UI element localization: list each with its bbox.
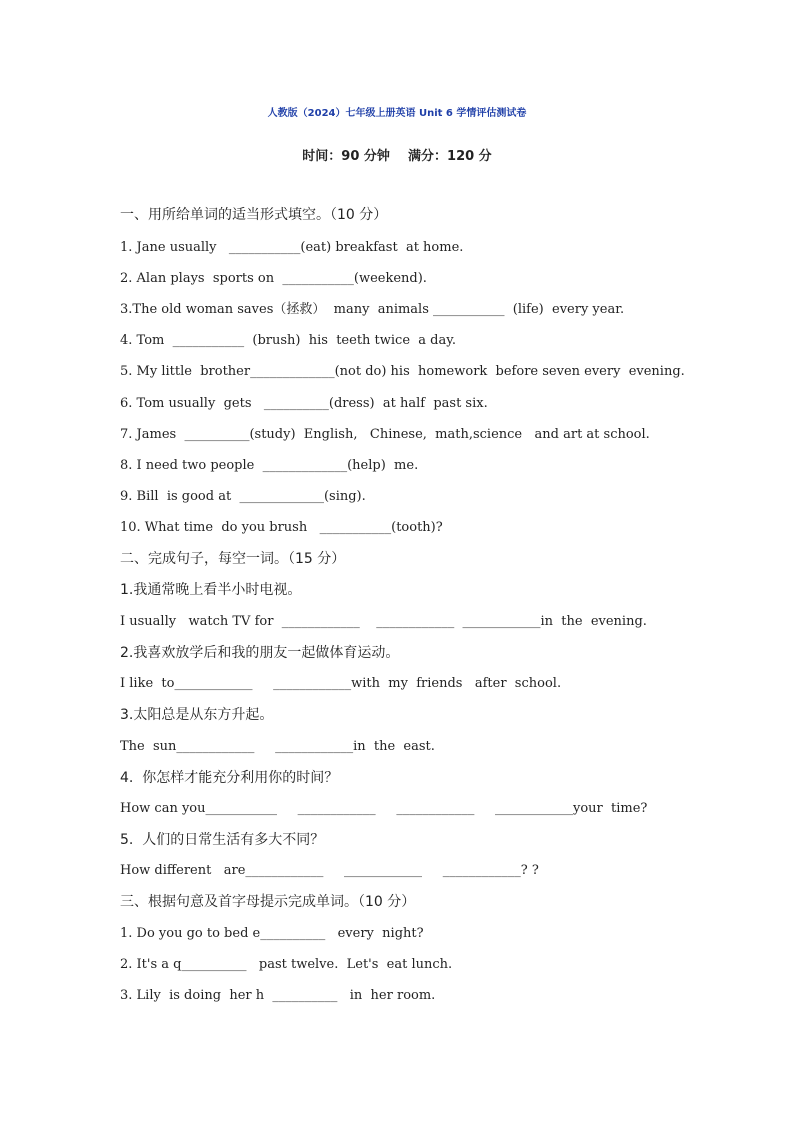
exam-time-score: 时间：90 分钟 满分：120 分 [302, 149, 492, 164]
section2-item-3-english: The sun____________ ____________in the east. [120, 739, 435, 754]
section1-item-10: 10. What time do you brush ___________(tooth)? [120, 520, 443, 535]
section3-heading: 三、根据句意及首字母提示完成单词。（10 分） [120, 894, 416, 910]
section2-item-2-english: I like to____________ ____________with my friends after school. [120, 676, 562, 691]
exam-title: 人教版（2024）七年级上册英语 Unit 6 学情评估测试卷 [267, 108, 527, 119]
section2-item-5-english: How different are____________ ____________ ____________? ? [120, 863, 539, 878]
section1-item-9: 9. Bill is good at _____________(sing). [120, 489, 366, 504]
section1-item-8: 8. I need two people _____________(help) me. [120, 458, 419, 473]
section1-item-3: 3.The old woman saves（拯救） many animals ___________ (life) every year. [120, 302, 625, 317]
section2-item-4-english: How can you___________ ____________ ____________ ____________your time? [120, 801, 648, 816]
section3-item-2: 2. It's a q__________ past twelve. Let's eat lunch. [120, 957, 453, 972]
section2-heading: 二、完成句子，每空一词。（15 分） [120, 551, 346, 567]
section2-item-1-chinese: 1.我通常晚上看半小时电视。 [120, 582, 302, 598]
section3-item-1: 1. Do you go to bed e__________ every night? [120, 926, 424, 941]
section2-item-1-english: I usually watch TV for ____________ ____________ ____________in the evening. [120, 614, 647, 629]
section2-item-2-chinese: 2.我喜欢放学后和我的朋友一起做体育运动。 [120, 645, 400, 661]
section1-item-2: 2. Alan plays sports on ___________(weekend). [120, 271, 427, 286]
section2-item-4-chinese: 4. 你怎样才能充分利用你的时间？ [120, 770, 339, 786]
section1-item-5: 5. My little brother_____________(not do) his homework before seven every evening. [120, 364, 685, 379]
section2-item-5-chinese: 5. 人们的日常生活有多大不同？ [120, 832, 325, 848]
section1-item-4: 4. Tom ___________ (brush) his teeth twice a day. [120, 333, 457, 348]
section1-item-7: 7. James __________(study) English, Chinese, math,science and art at school. [120, 427, 650, 442]
section1-heading: 一、用所给单词的适当形式填空。（10 分） [120, 207, 388, 223]
section1-item-6: 6. Tom usually gets __________(dress) at half past six. [120, 396, 488, 411]
section2-item-3-chinese: 3.太阳总是从东方升起。 [120, 707, 274, 723]
section3-item-3: 3. Lily is doing her h __________ in her room. [120, 988, 436, 1003]
section1-item-1: 1. Jane usually ___________(eat) breakfast at home. [120, 240, 464, 255]
